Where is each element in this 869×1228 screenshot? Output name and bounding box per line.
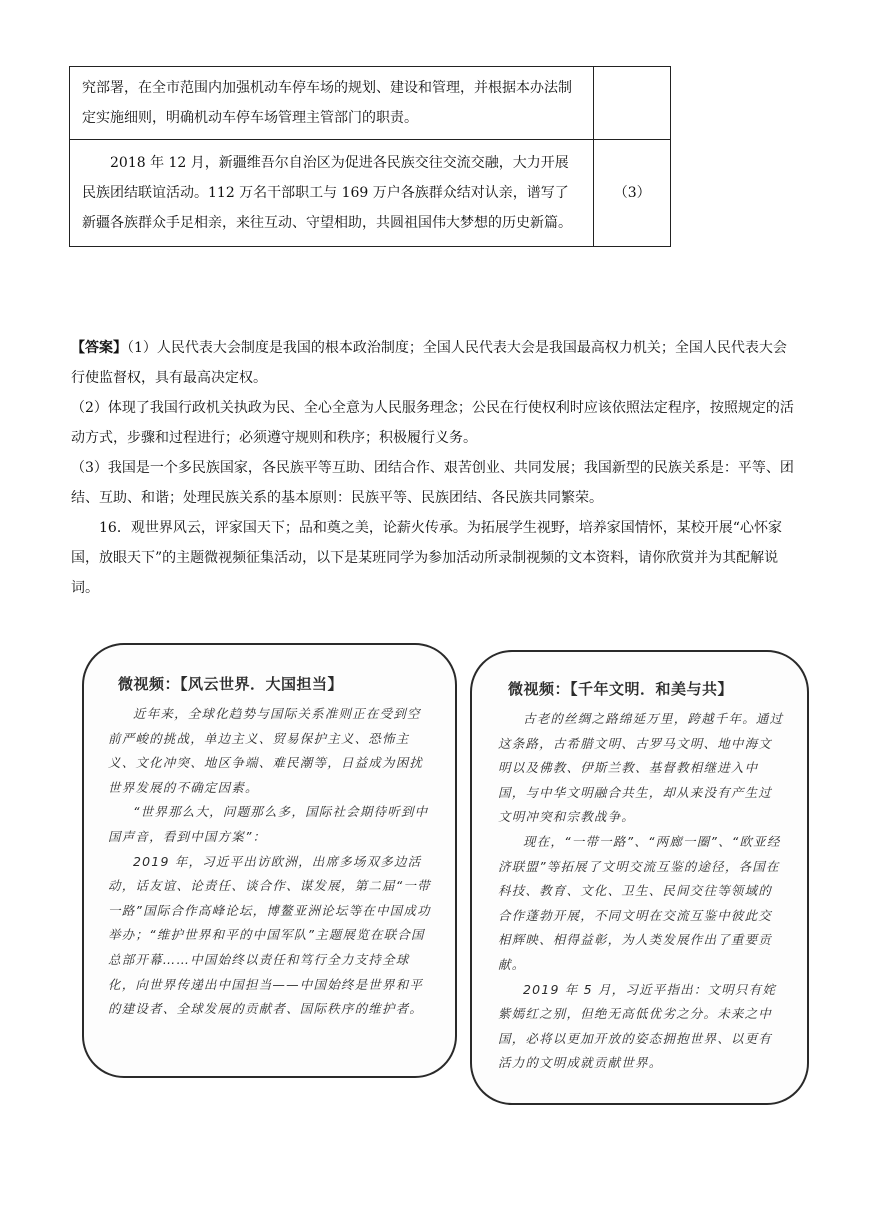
table-cell-text (70, 67, 594, 140)
table-row (70, 67, 671, 140)
video-paragraph: 近年来，全球化趋势与国际关系准则正在受到空前严峻的挑战，单边主义、贸易保护主义、恐怖主义、文化冲突、地区争端、难民潮等，日益成为困扰世界发展的不确定因素。 (108, 706, 424, 795)
video-card-left (82, 643, 457, 1078)
table-cell-text (70, 140, 594, 247)
video-card-body (498, 707, 785, 1076)
row1-text: 究部署，在全市范围内加强机动车停车场的规划、建设和管理，并根据本办法制定实施细则，明确机动车停车场管理主管部门的职责。 (82, 80, 572, 126)
question-16: 16．观世界风云，评家国天下；品和奠之美，论薪火传承。为拓展学生视野，培养家国情怀，某校开展“心怀家国，放眼天下”的主题微视频征集活动，以下是某班同学为参加活动所录制视频的文本资料，请你欣赏并为其配解说词。 (71, 520, 782, 596)
row2-text: 2018 年 12 月，新疆维吾尔自治区为促进各民族交往交流交融，大力开展民族团结联谊活动。112 万名干部职工与 169 万户各族群众结对认亲，谱写了新疆各族群众手足相亲，来往互动、守望相助，共圆祖国伟大梦想的历史新篇。 (82, 155, 572, 231)
answer-label: 【答案】 (71, 340, 127, 356)
video-paragraph: 古老的丝绸之路绵延万里，跨越千年。通过这条路，古希腊文明、古罗马文明、地中海文明以及佛教、伊斯兰教、基督教相继进入中国，与中华文明融合共生，却从来没有产生过文明冲突和宗教战争。 (498, 711, 784, 825)
video-paragraph: 2019 年 5 月，习近平指出：文明只有姹紫嫣红之别，但绝无高低优劣之分。未来之中国，必将以更加开放的姿态拥抱世界、以更有活力的文明成就贡献世界。 (498, 981, 777, 1071)
video-card-body (108, 702, 431, 1022)
question-table (69, 66, 671, 247)
answer-item-3: （3）我国是一个多民族国家，各民族平等互助、团结合作、艰苦创业、共同发展；我国新型的民族关系是：平等、团结、互助、和谐；处理民族关系的基本原则：民族平等、民族团结、各民族共同繁荣。 (71, 460, 794, 506)
table-row (70, 140, 671, 247)
answer-section (71, 333, 799, 603)
video-paragraph: “世界那么大，问题那么多，国际社会期待听到中国声音，看到中国方案”： (108, 804, 429, 844)
video-card-title: 微视频：【风云世界．大国担当】 (118, 675, 344, 693)
video-card-right (470, 650, 809, 1105)
video-paragraph: 2019 年，习近平出访欧洲，出席多场双多边活动，话友谊、论责任、谈合作、谋发展，第二届“一带一路”国际合作高峰论坛，博鳌亚洲论坛等在中国成功举办；“维护世界和平的中国军队”主题展览在联合国总部开幕……中国始终以责任和笃行全力支持全球化，向世界传递出中国担当——中国始终是世界和平的建设者、全球发展的贡献者、国际秩序的维护者。 (108, 853, 431, 1017)
table-cell-number (594, 67, 671, 140)
video-paragraph: 现在，“一带一路”、“两廊一圈”、“欧亚经济联盟”等拓展了文明交流互鉴的途径，各国在科技、教育、文化、卫生、民间交往等领域的合作蓬勃开展，不同文明在交流互鉴中彼此交相辉映、相得益彰，为人类发展作出了重要贡献。 (498, 833, 781, 972)
answer-item-1 (71, 333, 799, 393)
answer-text-1: （1）人民代表大会制度是我国的根本政治制度；全国人民代表大会是我国最高权力机关；全国人民代表大会行使监督权，具有最高决定权。 (71, 340, 787, 386)
answer-item-2: （2）体现了我国行政机关执政为民、全心全意为人民服务理念；公民在行使权利时应该依照法定程序，按照规定的活动方式，步骤和过程进行；必须遵守规则和秩序；积极履行义务。 (71, 400, 794, 446)
table-cell-number: （3） (594, 140, 671, 247)
video-card-title: 微视频：【千年文明．和美与共】 (508, 680, 734, 698)
